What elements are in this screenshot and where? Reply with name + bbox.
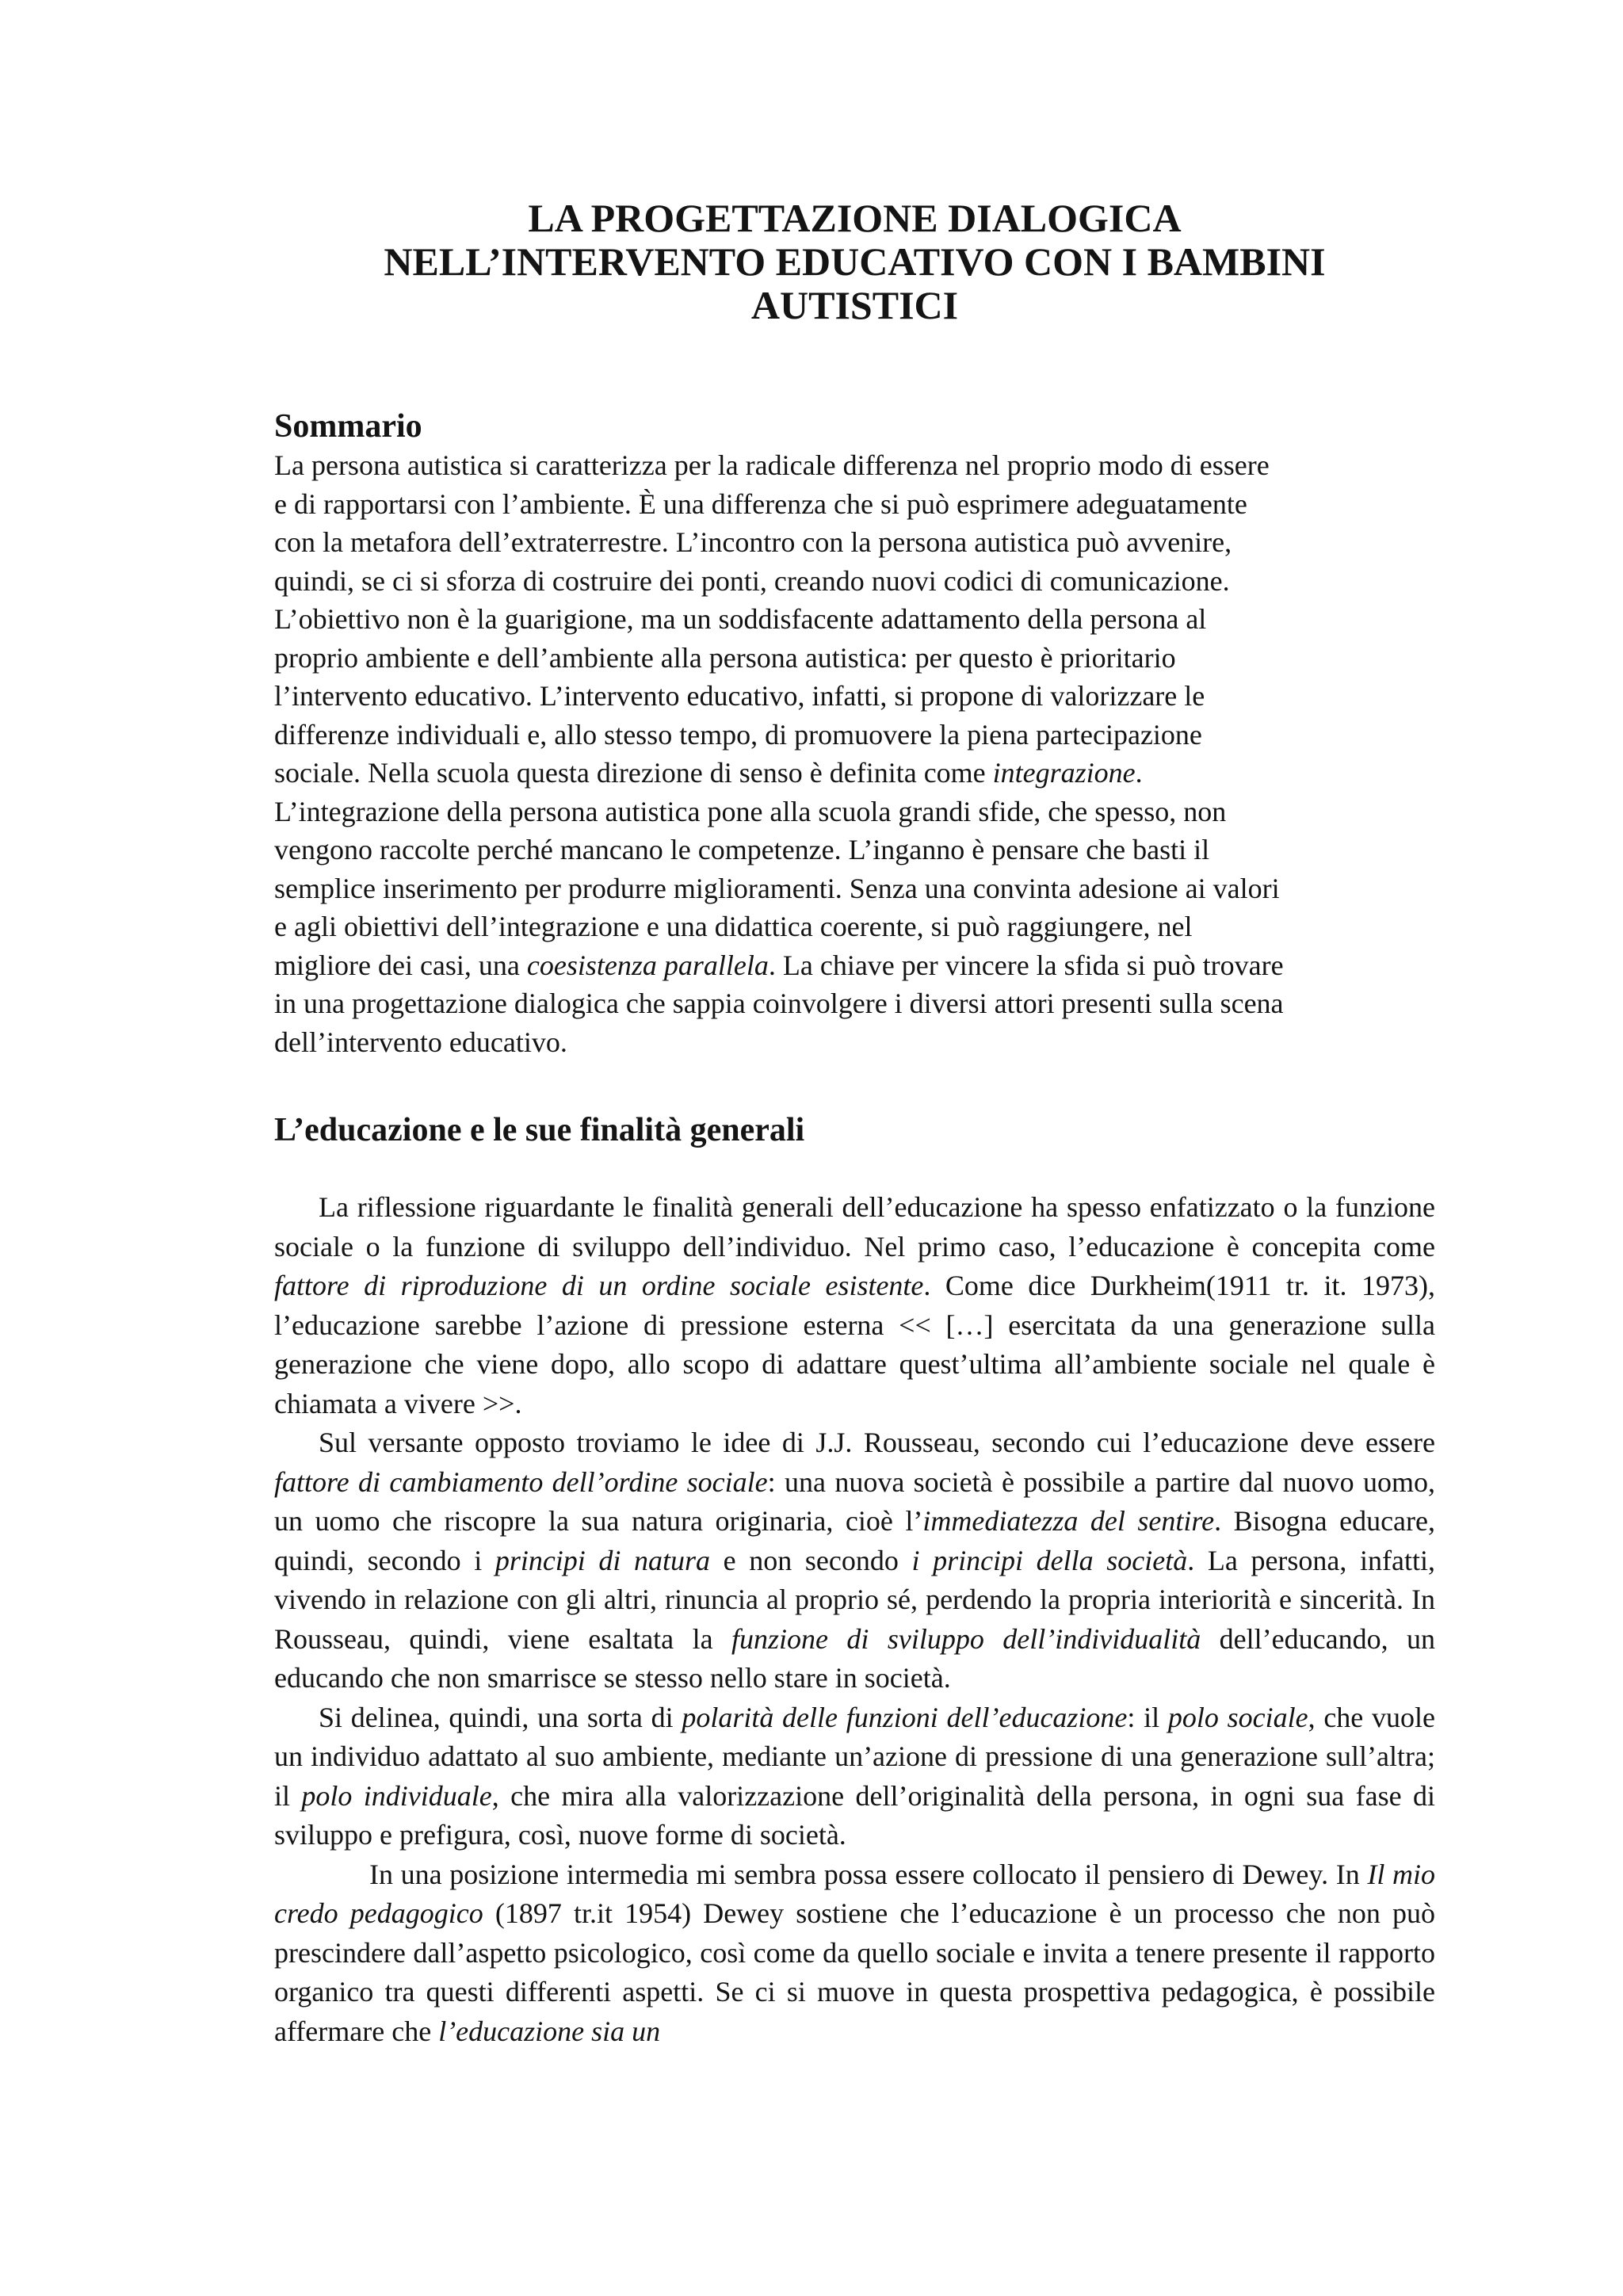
summary-line: differenze individuali e, allo stesso tempo, di promuovere la piena partecipazione <box>274 718 1202 751</box>
summary-line: l’intervento educativo. L’intervento educativo, infatti, si propone di valorizzare le <box>274 680 1205 712</box>
summary-line: vengono raccolte perché mancano le competenze. L’inganno è pensare che basti il <box>274 834 1210 865</box>
paragraph-text: . La persona, infatti, vivendo in relazione con gli altri, rinuncia al proprio sé, perdendo la propria interiorità e sincerità. In Rousseau, quindi, viene esaltata la <box>274 1544 1435 1655</box>
summary-line: con la metafora dell’extraterrestre. L’incontro con la persona autistica può avvenire, <box>274 526 1232 558</box>
paragraph-emphasis: funzione di sviluppo dell’individualità <box>731 1622 1201 1655</box>
title-line-2: NELL’INTERVENTO EDUCATIVO CON I BAMBINI <box>384 239 1326 284</box>
summary-line: proprio ambiente e dell’ambiente alla persona autistica: per questo è prioritario <box>274 641 1176 674</box>
paragraph-emphasis: l’educazione sia un <box>438 2015 661 2047</box>
summary-line: semplice inserimento per produrre miglioramenti. Senza una convinta adesione ai valori <box>274 872 1280 904</box>
paragraph-text: . Come dice Durkheim(1911 tr. it. 1973), l’educazione sarebbe l’azione di pressione esterna << […] esercitata da una generazione sulla generazione che viene dopo, allo scopo di adattare quest’ultima all’ambiente sociale nel quale è chiamata a vivere >>. <box>274 1270 1435 1419</box>
summary-line: e di rapportarsi con l’ambiente. È una differenza che si può esprimere adeguatamente <box>274 487 1247 520</box>
summary-line: e agli obiettivi dell’integrazione e una didattica coerente, si può raggiungere, nel <box>274 911 1193 942</box>
summary-heading: Sommario <box>274 408 422 445</box>
summary-paragraph <box>274 446 1435 1061</box>
paragraph-1 <box>274 1188 1435 1423</box>
title-line-3: AUTISTICI <box>750 283 959 327</box>
paragraph-text: : il <box>1127 1701 1168 1733</box>
paragraph-emphasis: i principi della società <box>911 1544 1188 1576</box>
summary-emphasis: coesistenza parallela <box>526 949 769 981</box>
paragraph-emphasis: fattore di riproduzione di un ordine sociale esistente <box>274 1270 924 1301</box>
paragraph-text: In una posizione intermedia mi sembra possa essere collocato il pensiero di Dewey. In <box>369 1858 1368 1890</box>
summary-emphasis: integrazione <box>992 757 1136 789</box>
summary-text: . <box>1135 757 1143 789</box>
paragraph-emphasis: polarità delle funzioni dell’educazione <box>682 1701 1128 1733</box>
paragraph-emphasis: fattore di cambiamento dell’ordine sociale <box>274 1465 768 1498</box>
paragraph-emphasis: polo sociale <box>1167 1701 1308 1733</box>
summary-line: in una progettazione dialogica che sappia coinvolgere i diversi attori presenti sulla scena <box>274 988 1284 1019</box>
title-line-1: LA PROGETTAZIONE DIALOGICA <box>528 196 1182 240</box>
summary-line: quindi, se ci si sforza di costruire dei ponti, creando nuovi codici di comunicazione. <box>274 564 1230 597</box>
section-heading: L’educazione e le sue finalità generali <box>274 1112 805 1148</box>
summary-line: L’integrazione della persona autistica pone alla scuola grandi sfide, che spesso, non <box>274 795 1227 827</box>
paragraph-text: Si delinea, quindi, una sorta di <box>319 1701 682 1733</box>
paragraph-2 <box>274 1423 1435 1698</box>
paragraph-text: . Bisogna educare, quindi, secondo i <box>274 1505 1436 1576</box>
summary-text: . La chiave per vincere la sfida si può trovare <box>768 949 1284 981</box>
paragraph-text: (1897 tr.it 1954) Dewey sostiene che l’educazione è un processo che non può prescindere dall’aspetto psicologico, così come da quello sociale e invita a tenere presente il rapporto organico tra questi differenti aspetti. Se ci si muove in questa prospettiva pedagogica, è possibile affermare che <box>274 1897 1435 2047</box>
paragraph-emphasis: immediatezza del sentire <box>922 1505 1215 1537</box>
paragraph-emphasis: Il mio credo pedagogico <box>274 1858 1435 1929</box>
paragraph-text: e non secondo <box>710 1544 912 1576</box>
paragraph-text: , che vuole un individuo adattato al suo ambiente, mediante un’azione di pressione di una generazione sull’altra; il <box>274 1701 1435 1812</box>
paragraph-emphasis: principi di natura <box>495 1544 711 1576</box>
summary-line: migliore dei casi, una <box>274 949 527 981</box>
summary-line: sociale. Nella scuola questa direzione di senso è definita come <box>274 757 993 789</box>
document-page <box>274 197 1435 2051</box>
paragraph-text: dell’educando, un educando che non smarrisce se stesso nello stare in società. <box>274 1622 1435 1694</box>
paragraph-text: La riflessione riguardante le finalità generali dell’educazione ha spesso enfatizzato o la funzione sociale o la funzione di sviluppo dell’individuo. Nel primo caso, l’educazione è concepita come <box>274 1191 1435 1263</box>
paragraph-text: , che mira alla valorizzazione dell’originalità della persona, in ogni sua fase di sviluppo e prefigura, così, nuove forme di società. <box>274 1779 1435 1851</box>
paragraph-4 <box>274 1855 1435 2052</box>
summary-line: dell’intervento educativo. <box>274 1026 567 1058</box>
paragraph-text: Sul versante opposto troviamo le idee di J.J. Rousseau, secondo cui l’educazione deve essere <box>319 1427 1435 1458</box>
summary-line: L’obiettivo non è la guarigione, ma un soddisfacente adattamento della persona al <box>274 603 1207 635</box>
section-body <box>274 1188 1435 2051</box>
paragraph-text: : una nuova società è possibile a partire dal nuovo uomo, un uomo che riscopre la sua natura originaria, cioè l’ <box>274 1465 1435 1537</box>
summary-line: La persona autistica si caratterizza per la radicale differenza nel proprio modo di essere <box>274 449 1270 481</box>
paragraph-3 <box>274 1698 1435 1855</box>
paragraph-emphasis: polo individuale <box>301 1779 492 1812</box>
document-title <box>274 197 1435 327</box>
